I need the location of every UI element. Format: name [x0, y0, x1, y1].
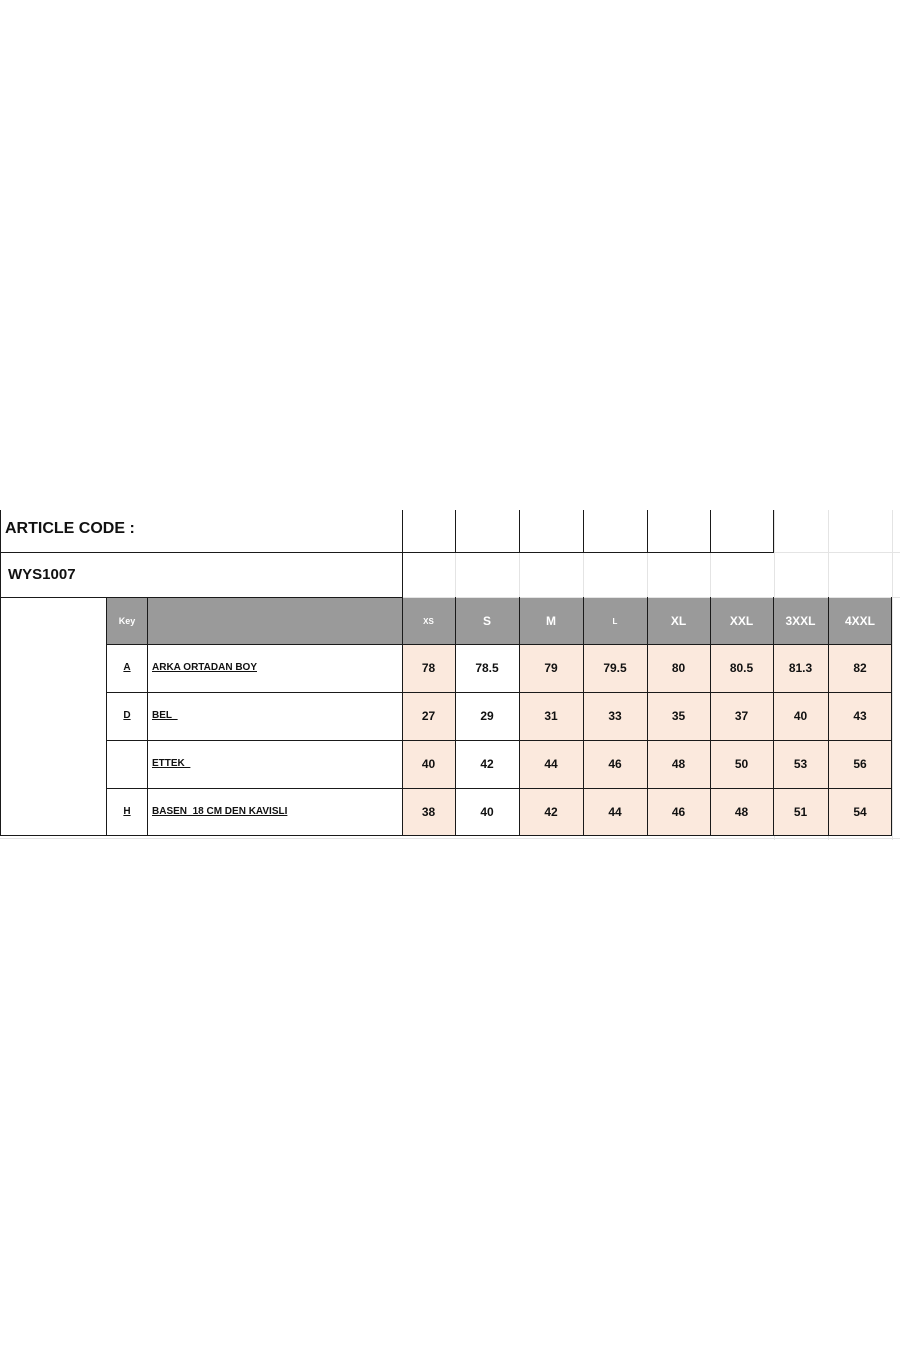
row-key: D	[123, 710, 131, 721]
row-value: 53	[793, 756, 808, 771]
row-value: 44	[608, 804, 622, 819]
size-header-xxl: XXL	[710, 598, 773, 644]
row-value: 38	[421, 804, 436, 819]
row-value: 42	[480, 756, 494, 771]
row-value: 54	[853, 804, 867, 819]
row-value: 79	[544, 660, 558, 675]
row-value: 80.5	[729, 660, 754, 675]
row-key	[106, 740, 148, 787]
row-value: 44	[544, 756, 558, 771]
size-header-s: S	[455, 598, 519, 644]
size-header-m: M	[519, 598, 583, 644]
row-key: A	[123, 662, 131, 673]
size-header-3xxl: 3XXL	[773, 598, 828, 644]
row-value: 78	[421, 660, 436, 675]
row-value: 56	[853, 756, 867, 771]
row-value: 48	[671, 756, 686, 771]
row-label: BEL_	[152, 710, 178, 721]
row-value: 31	[544, 708, 558, 723]
size-header-xl: XL	[647, 598, 710, 644]
row-value: 37	[734, 708, 749, 723]
row-value: 33	[608, 708, 622, 723]
row-label: ETTEK_	[152, 758, 191, 769]
row-value: 81.3	[788, 660, 813, 675]
size-header-l: L	[583, 598, 647, 644]
row-label: ARKA ORTADAN BOY	[152, 662, 257, 673]
row-value: 43	[853, 708, 867, 723]
row-value: 42	[544, 804, 558, 819]
row-value: 35	[671, 708, 686, 723]
row-value: 46	[671, 804, 686, 819]
row-value: 80	[671, 660, 686, 675]
row-value: 78.5	[475, 660, 499, 675]
row-value: 46	[608, 756, 622, 771]
row-value: 40	[480, 804, 494, 819]
row-value: 40	[421, 756, 436, 771]
row-label: BASEN_18 CM DEN KAVISLI	[152, 806, 288, 817]
size-header-4xxl: 4XXL	[828, 598, 892, 644]
row-value: 40	[793, 708, 808, 723]
size-chart-sheet	[0, 505, 900, 845]
row-key: H	[123, 806, 131, 817]
row-value: 82	[853, 660, 867, 675]
row-value: 48	[734, 804, 749, 819]
key-header: Key	[106, 598, 148, 644]
size-header-xs: XS	[402, 598, 455, 644]
row-value: 50	[734, 756, 749, 771]
row-value: 29	[480, 708, 494, 723]
row-value: 27	[421, 708, 436, 723]
article-code-label: ARTICLE CODE :	[5, 520, 135, 537]
row-value: 79.5	[603, 660, 627, 675]
row-value: 51	[793, 804, 808, 819]
article-code-value: WYS1007	[8, 566, 76, 583]
